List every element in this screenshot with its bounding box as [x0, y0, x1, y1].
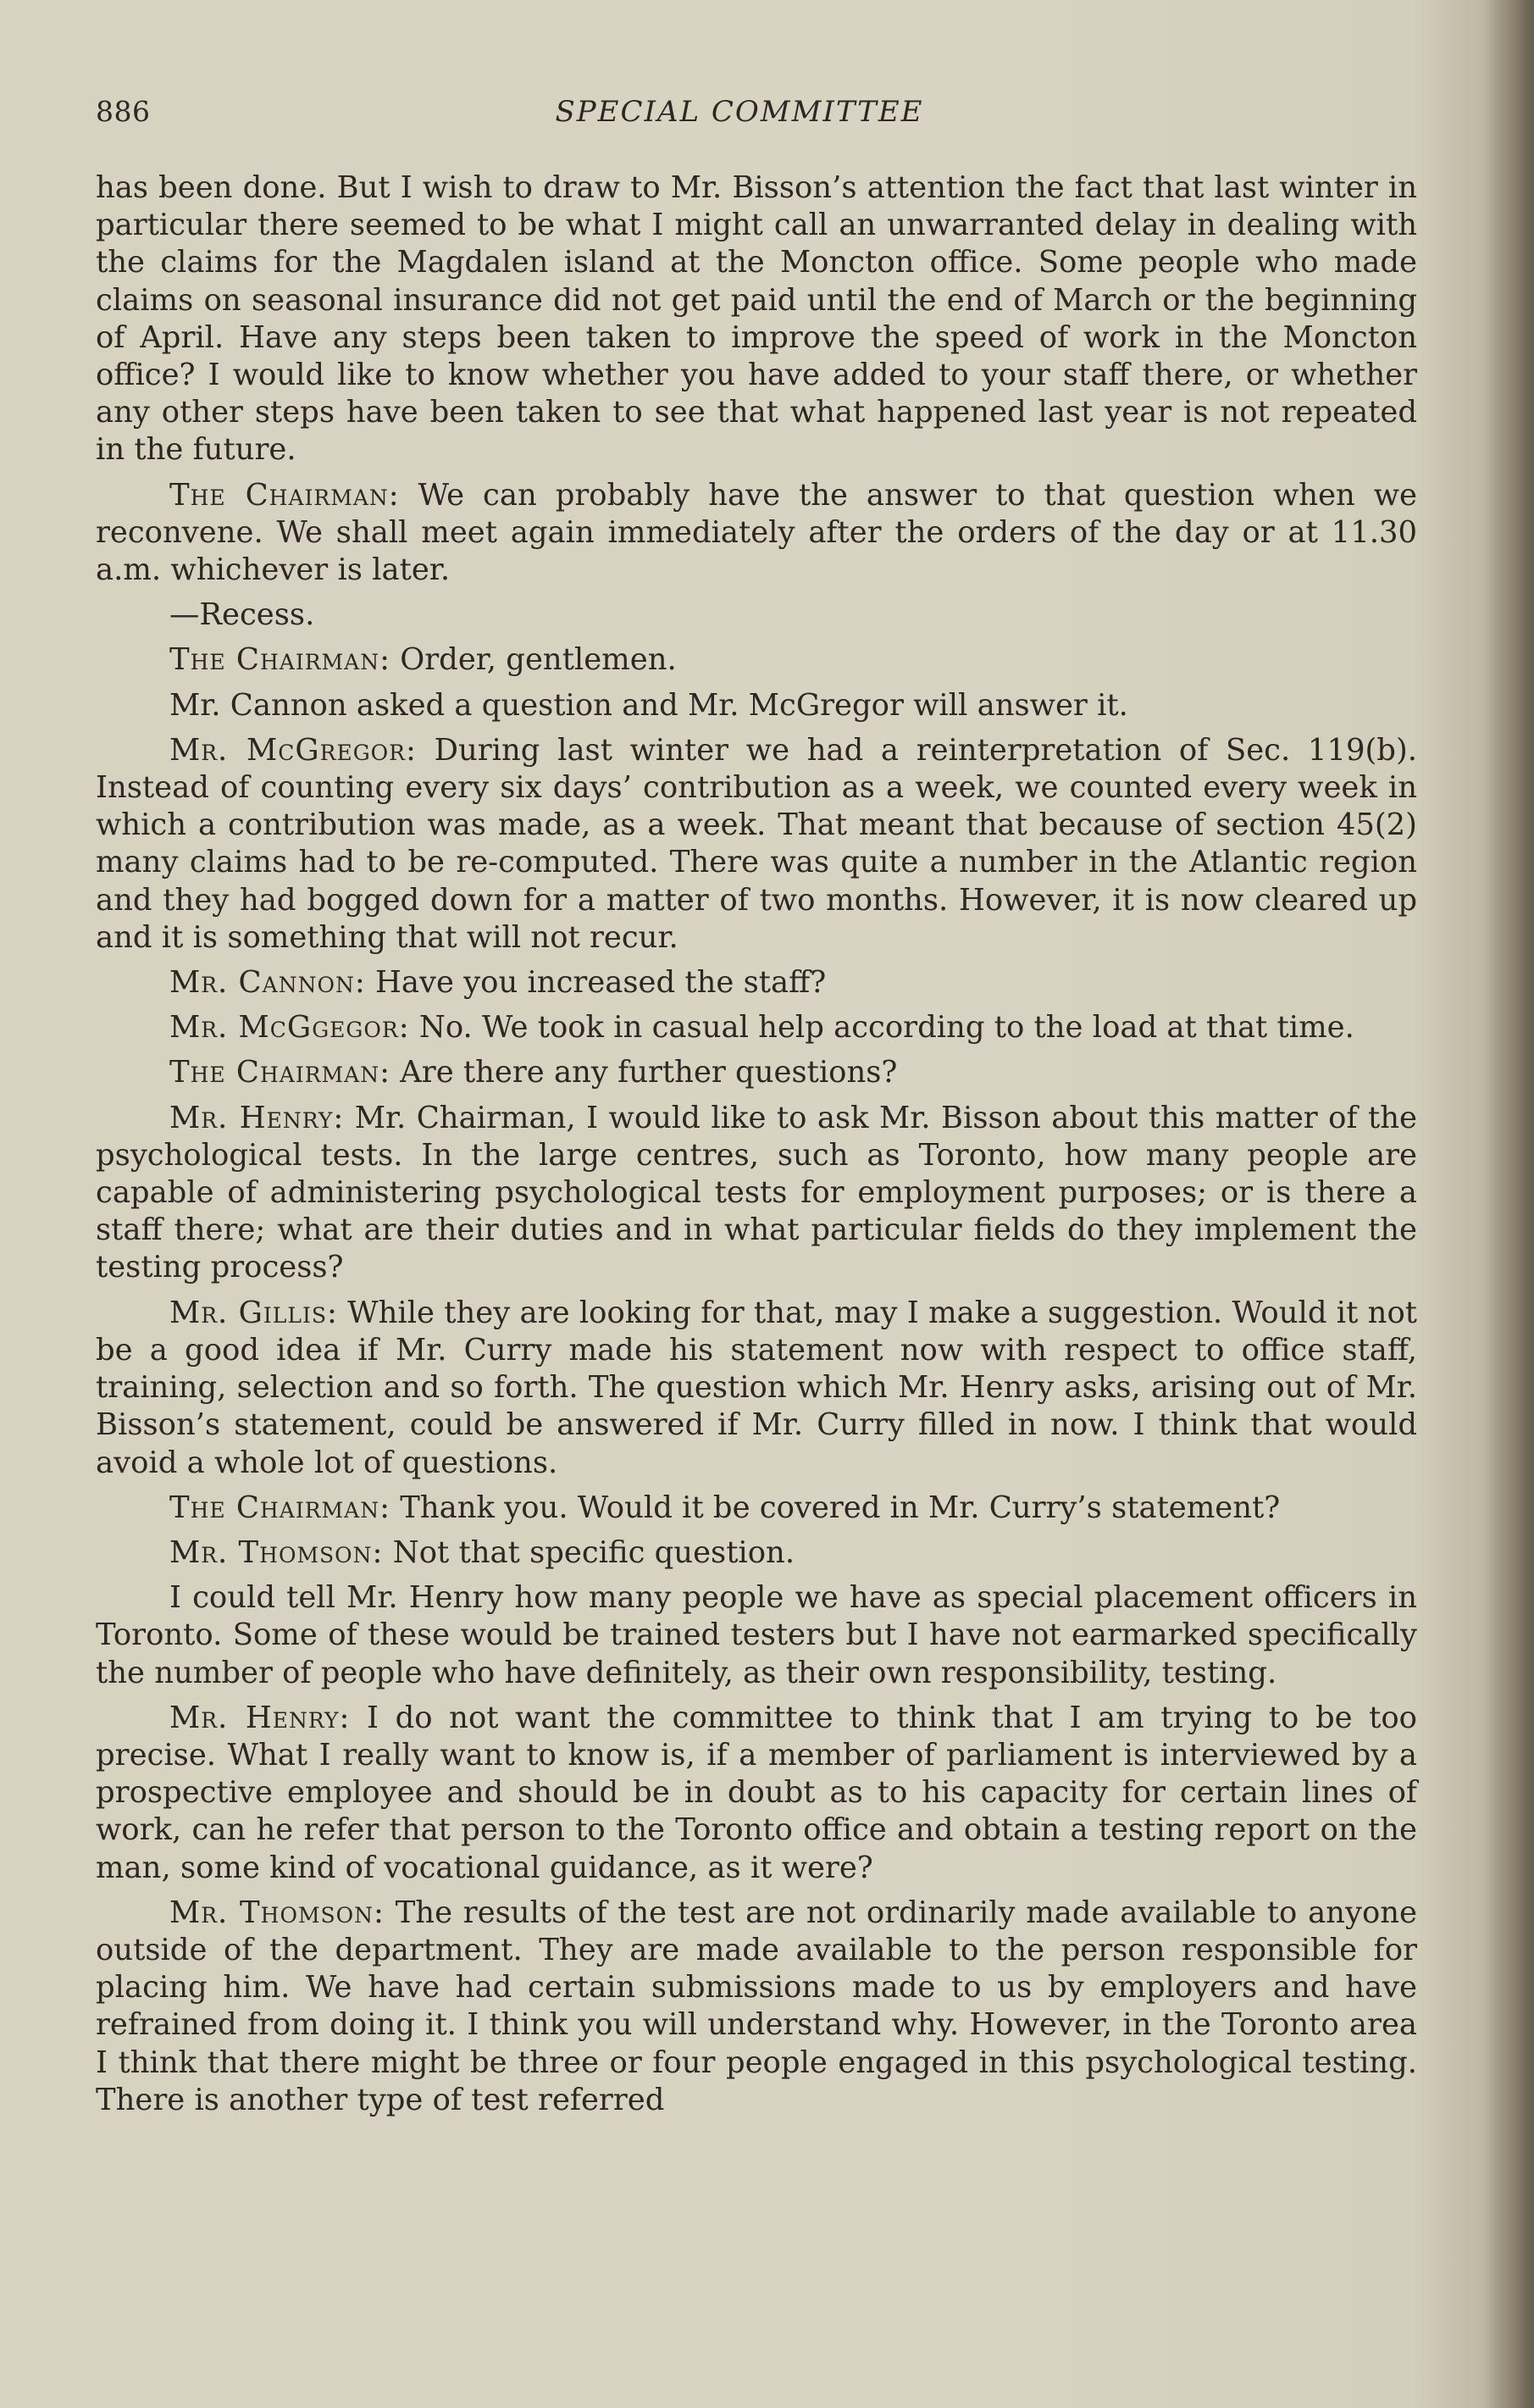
paragraph	[96, 1054, 1417, 1091]
paragraph	[96, 964, 1417, 1001]
paragraph-text: has been done. But I wish to draw to Mr. Bisson’s attention the fact that last winter in particular there seemed to be what I might call an unwarranted delay in dealing with the claims for the Magdalen island at the Moncton office. Some people who made claims on seasonal insurance did not get paid until the end of March or the beginning of April. Have any steps been taken to improve the speed of work in the Moncton office? I would like to know whether you have added to your staff there, or whether any other steps have been taken to see that what happened last year is not repeated in the future.	[96, 170, 1417, 468]
speaker-name: The Chairman:	[169, 642, 390, 678]
speaker-name: Mr. Henry:	[169, 1700, 351, 1735]
paragraph	[96, 732, 1417, 957]
speaker-name: Mr. Gillis:	[169, 1295, 338, 1330]
paragraph-text: I do not want the committee to think that I am trying to be too precise. What I really want to know is, if a member of parliament is interviewed by a prospective employee and should be in doubt as to his capacity for certain lines of work, can he refer that person to the Toronto office and obtain a testing report on the man, some kind of vocational guidance, as it were?	[96, 1700, 1417, 1885]
paragraph-text: The results of the test are not ordinarily made available to anyone outside of the department. They are made available to the person responsible for placing him. We have had certain submissions made to us by employers and have refrained from doing it. I think you will understand why. However, in the Toronto area I think that there might be three or four people engaged in this psychological testing. There is another type of test referred	[96, 1895, 1417, 2117]
speaker-name: Mr. Cannon:	[169, 965, 366, 1001]
paragraph	[96, 687, 1417, 724]
running-head: SPECIAL COMMITTEE	[555, 95, 924, 129]
page-header	[96, 95, 1417, 137]
speaker-name: The Chairman:	[169, 477, 400, 513]
page-number: 886	[96, 95, 151, 128]
paragraph	[96, 477, 1417, 590]
paragraph-text: Are there any further questions?	[390, 1055, 898, 1090]
paragraph-text: Not that specific question.	[383, 1534, 795, 1570]
paragraph	[96, 1100, 1417, 1287]
paragraph-text: Mr. Chairman, I would like to ask Mr. Bisson about this matter of the psychological tests. In the large centres, such as Toronto, how many people are capable of administering psychological tests for employment purposes; or is there a staff there; what are their duties and in what particular fields do they implement the testing process?	[96, 1100, 1417, 1285]
paragraph	[96, 1579, 1417, 1692]
paragraph	[96, 1534, 1417, 1572]
paragraph	[96, 641, 1417, 679]
paragraph	[96, 1009, 1417, 1046]
paragraph-text: I could tell Mr. Henry how many people we have as special placement officers in Toronto. Some of these would be trained testers but I have not earmarked specifically the number of people who have definitely, as their own responsibility, testing.	[96, 1580, 1417, 1690]
page-edge-shadow	[1483, 0, 1534, 2408]
speaker-name: Mr. Thomson:	[169, 1895, 385, 1930]
speaker-name: The Chairman:	[169, 1490, 390, 1525]
paragraph	[96, 1295, 1417, 1482]
paragraph-text: We can probably have the answer to that question when we reconvene. We shall meet again immediately after the orders of the day or at 11.30 a.m. whichever is later.	[96, 477, 1417, 588]
paragraph	[96, 1895, 1417, 2119]
paragraph	[96, 1490, 1417, 1527]
paragraph-text: —Recess.	[169, 597, 315, 633]
speaker-name: The Chairman:	[169, 1055, 390, 1090]
paragraph-text: During last winter we had a reinterpretation of Sec. 119(b). Instead of counting every six days’ contribution as a week, we counted every week in which a contribution was made, as a week. That meant that because of section 45(2) many claims had to be re-computed. There was quite a number in the Atlantic region and they had bogged down for a matter of two months. However, it is now cleared up and it is something that will not recur.	[96, 732, 1418, 955]
paragraph-text: Mr. Cannon asked a question and Mr. McGregor will answer it.	[169, 687, 1128, 723]
speaker-name: Mr. Henry:	[169, 1100, 345, 1135]
paragraph-text: No. We took in casual help according to the load at that time.	[409, 1010, 1354, 1046]
speaker-name: Mr. McGgegor:	[169, 1010, 410, 1046]
body-text	[96, 169, 1417, 2127]
speaker-name: Mr. Thomson:	[169, 1534, 384, 1570]
speaker-name: Mr. McGregor:	[169, 732, 417, 768]
paragraph-text: Have you increased the staff?	[365, 965, 827, 1001]
paragraph-text: Order, gentlemen.	[390, 642, 677, 678]
paragraph-text: Thank you. Would it be covered in Mr. Curry’s statement?	[390, 1490, 1281, 1525]
paragraph	[96, 1700, 1417, 1887]
paragraph	[96, 596, 1417, 634]
paragraph-text: While they are looking for that, may I make a suggestion. Would it not be a good idea if Mr. Curry made his statement now with respect to office staff, training, selection and so forth. The question which Mr. Henry asks, arising out of Mr. Bisson’s statement, could be answered if Mr. Curry filled in now. I think that would avoid a whole lot of questions.	[96, 1295, 1417, 1480]
paragraph	[96, 169, 1417, 469]
